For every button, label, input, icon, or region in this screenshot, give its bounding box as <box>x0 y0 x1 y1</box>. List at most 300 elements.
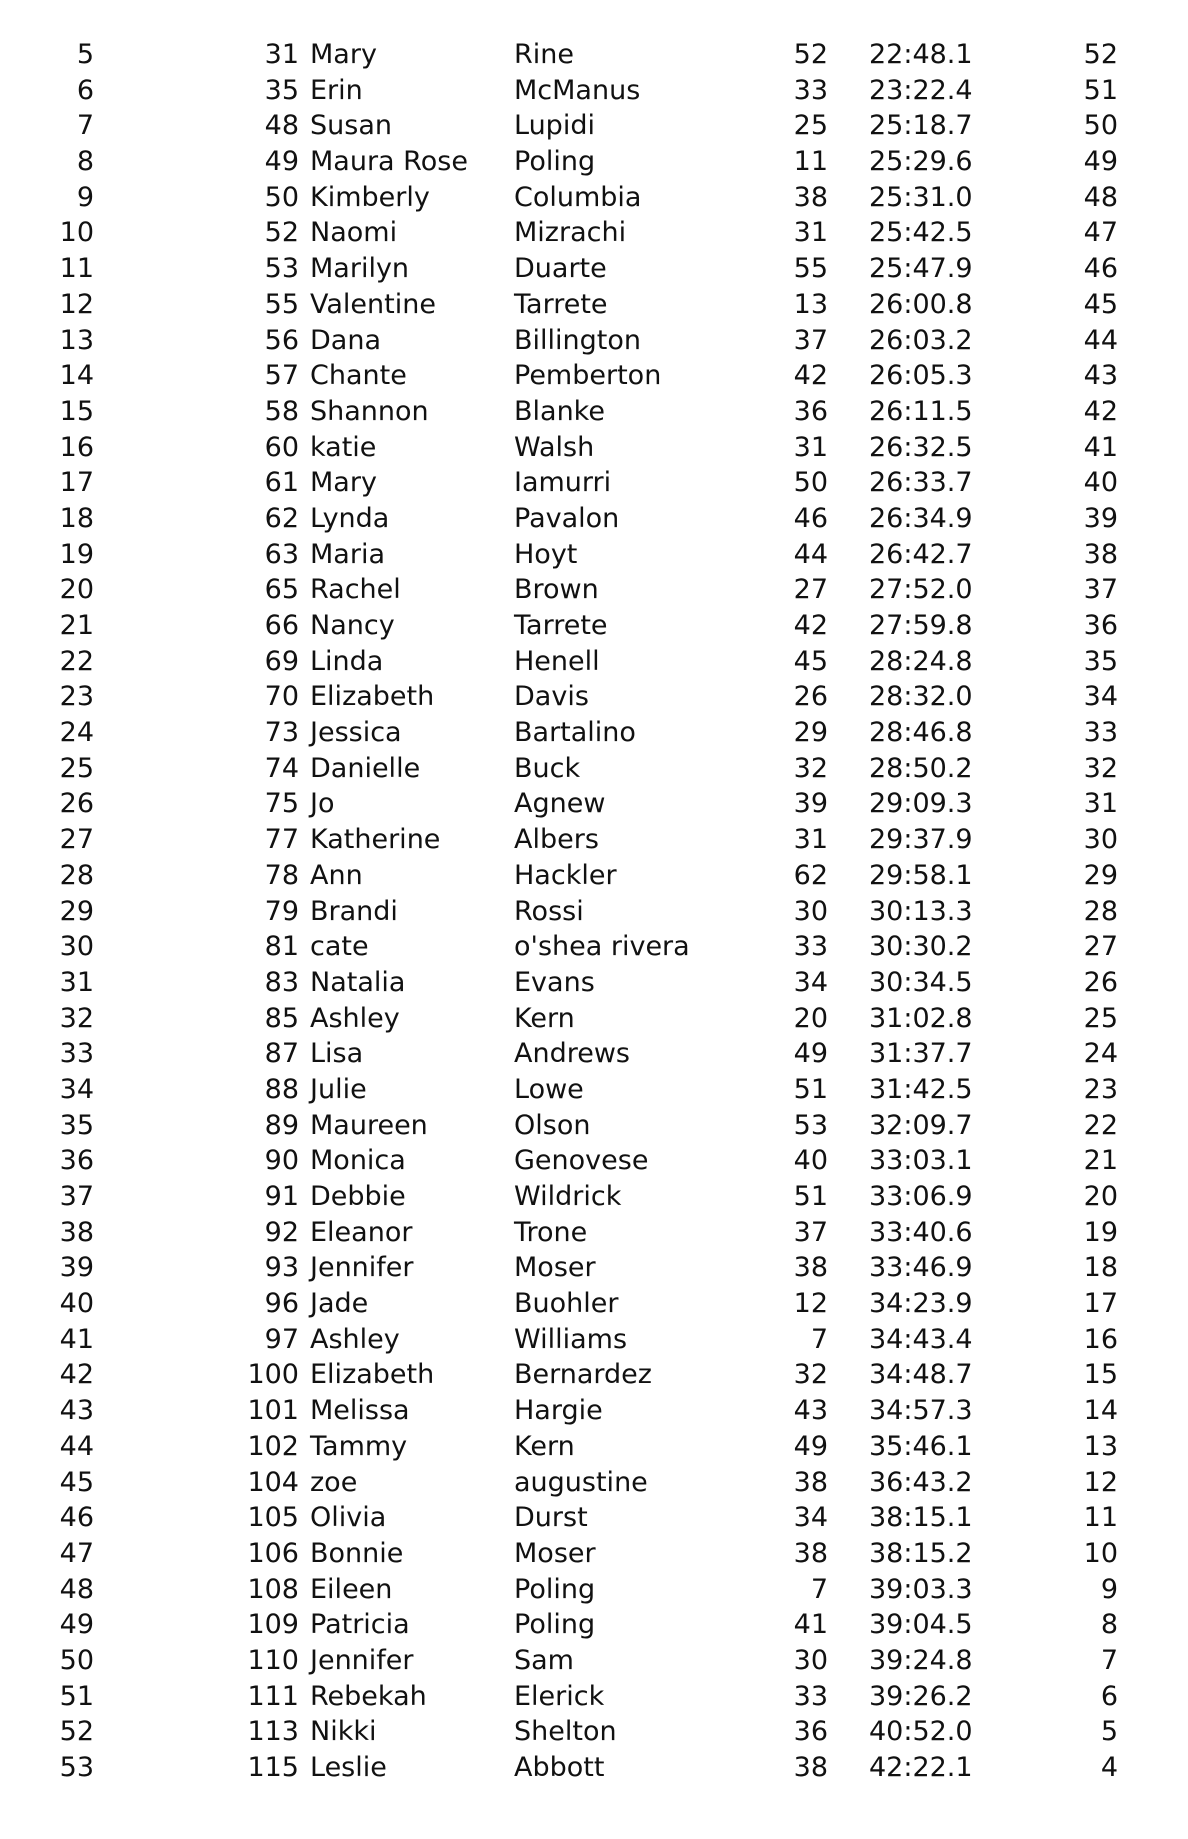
last-name-cell: Williams <box>514 1323 628 1355</box>
points-cell: 28 <box>1083 895 1118 927</box>
last-name-cell: Genovese <box>514 1145 649 1177</box>
place-cell: 44 <box>59 1430 94 1462</box>
first-name-cell: Erin <box>310 74 363 106</box>
place-cell: 51 <box>59 1680 94 1712</box>
place-cell: 45 <box>59 1466 94 1498</box>
last-name-cell: Columbia <box>514 181 642 213</box>
points-cell: 52 <box>1083 39 1118 70</box>
table-row <box>0 180 1188 216</box>
time-cell: 39:26.2 <box>869 1680 973 1712</box>
points-cell: 39 <box>1083 502 1118 534</box>
first-name-cell: Dana <box>310 324 381 356</box>
age-cell: 32 <box>793 1359 828 1391</box>
points-cell: 20 <box>1083 1181 1118 1212</box>
first-name-cell: Monica <box>310 1145 406 1177</box>
last-name-cell: Albers <box>514 824 599 856</box>
time-cell: 28:24.8 <box>869 645 973 677</box>
points-cell: 44 <box>1083 324 1118 356</box>
table-row <box>0 37 1188 73</box>
last-name-cell: Poling <box>514 146 596 178</box>
first-name-cell: Jessica <box>310 717 402 749</box>
bib-cell: 93 <box>264 1252 299 1284</box>
time-cell: 26:33.7 <box>869 467 973 499</box>
points-cell: 38 <box>1083 538 1118 570</box>
points-cell: 6 <box>1100 1680 1118 1712</box>
last-name-cell: Shelton <box>514 1716 617 1748</box>
bib-cell: 62 <box>264 502 299 534</box>
bib-cell: 49 <box>264 146 299 178</box>
place-cell: 21 <box>59 610 94 641</box>
time-cell: 29:09.3 <box>869 788 973 820</box>
bib-cell: 110 <box>247 1644 299 1676</box>
time-cell: 36:43.2 <box>869 1466 973 1498</box>
place-cell: 10 <box>59 217 94 249</box>
table-row <box>0 358 1188 394</box>
bib-cell: 91 <box>264 1181 299 1212</box>
last-name-cell: Blanke <box>514 395 605 427</box>
place-cell: 7 <box>76 110 94 142</box>
table-row <box>0 465 1188 501</box>
points-cell: 34 <box>1083 681 1118 713</box>
time-cell: 25:31.0 <box>869 181 973 213</box>
place-cell: 5 <box>76 39 94 70</box>
age-cell: 25 <box>793 110 828 142</box>
time-cell: 38:15.2 <box>869 1537 973 1569</box>
bib-cell: 108 <box>247 1573 299 1605</box>
bib-cell: 60 <box>264 431 299 463</box>
table-row <box>0 608 1188 644</box>
last-name-cell: Andrews <box>514 1038 630 1070</box>
age-cell: 36 <box>793 1716 828 1748</box>
time-cell: 32:09.7 <box>869 1109 973 1141</box>
last-name-cell: Durst <box>514 1502 588 1534</box>
time-cell: 33:06.9 <box>869 1181 973 1212</box>
points-cell: 13 <box>1083 1430 1118 1462</box>
time-cell: 29:37.9 <box>869 824 973 856</box>
first-name-cell: Chante <box>310 360 407 392</box>
time-cell: 38:15.1 <box>869 1502 973 1534</box>
points-cell: 5 <box>1100 1716 1118 1748</box>
points-cell: 51 <box>1083 74 1118 106</box>
time-cell: 26:34.9 <box>869 502 973 534</box>
table-row <box>0 1500 1188 1536</box>
first-name-cell: Jennifer <box>310 1644 414 1676</box>
time-cell: 26:03.2 <box>869 324 973 356</box>
bib-cell: 75 <box>264 788 299 820</box>
first-name-cell: Elizabeth <box>310 1359 435 1391</box>
place-cell: 23 <box>59 681 94 713</box>
time-cell: 30:30.2 <box>869 931 973 963</box>
last-name-cell: Buohler <box>514 1288 619 1320</box>
points-cell: 46 <box>1083 253 1118 285</box>
time-cell: 22:48.1 <box>869 39 973 70</box>
last-name-cell: Duarte <box>514 253 607 285</box>
last-name-cell: Rine <box>514 39 574 70</box>
last-name-cell: Brown <box>514 574 599 606</box>
table-row <box>0 1750 1188 1786</box>
table-row <box>0 1001 1188 1037</box>
place-cell: 42 <box>59 1359 94 1391</box>
bib-cell: 35 <box>264 74 299 106</box>
results-table <box>0 37 1188 1786</box>
place-cell: 6 <box>76 74 94 106</box>
last-name-cell: Tarrete <box>514 610 608 641</box>
first-name-cell: Danielle <box>310 752 421 784</box>
first-name-cell: Jennifer <box>310 1252 414 1284</box>
first-name-cell: Eileen <box>310 1573 393 1605</box>
bib-cell: 57 <box>264 360 299 392</box>
first-name-cell: Natalia <box>310 966 406 998</box>
place-cell: 13 <box>59 324 94 356</box>
points-cell: 4 <box>1100 1752 1118 1783</box>
table-row <box>0 1036 1188 1072</box>
points-cell: 8 <box>1100 1609 1118 1641</box>
place-cell: 12 <box>59 288 94 320</box>
age-cell: 36 <box>793 395 828 427</box>
time-cell: 25:18.7 <box>869 110 973 142</box>
points-cell: 47 <box>1083 217 1118 249</box>
age-cell: 33 <box>793 1680 828 1712</box>
age-cell: 51 <box>793 1181 828 1212</box>
first-name-cell: Brandi <box>310 895 398 927</box>
last-name-cell: Lupidi <box>514 110 595 142</box>
last-name-cell: Moser <box>514 1252 596 1284</box>
place-cell: 37 <box>59 1181 94 1212</box>
last-name-cell: augustine <box>514 1466 648 1498</box>
first-name-cell: Linda <box>310 645 384 677</box>
first-name-cell: Naomi <box>310 217 398 249</box>
last-name-cell: Bartalino <box>514 717 636 749</box>
points-cell: 17 <box>1083 1288 1118 1320</box>
place-cell: 33 <box>59 1038 94 1070</box>
last-name-cell: Sam <box>514 1644 574 1676</box>
place-cell: 19 <box>59 538 94 570</box>
first-name-cell: Elizabeth <box>310 681 435 713</box>
points-cell: 10 <box>1083 1537 1118 1569</box>
first-name-cell: Olivia <box>310 1502 387 1534</box>
first-name-cell: Ashley <box>310 1323 400 1355</box>
last-name-cell: McManus <box>514 74 641 106</box>
age-cell: 7 <box>810 1323 828 1355</box>
table-row <box>0 1215 1188 1251</box>
points-cell: 27 <box>1083 931 1118 963</box>
place-cell: 52 <box>59 1716 94 1748</box>
bib-cell: 70 <box>264 681 299 713</box>
time-cell: 33:46.9 <box>869 1252 973 1284</box>
last-name-cell: Hargie <box>514 1395 603 1427</box>
time-cell: 31:02.8 <box>869 1002 973 1034</box>
table-row <box>0 1714 1188 1750</box>
last-name-cell: Olson <box>514 1109 591 1141</box>
bib-cell: 61 <box>264 467 299 499</box>
last-name-cell: Wildrick <box>514 1181 622 1212</box>
last-name-cell: Tarrete <box>514 288 608 320</box>
first-name-cell: Jo <box>310 788 335 820</box>
age-cell: 27 <box>793 574 828 606</box>
time-cell: 34:43.4 <box>869 1323 973 1355</box>
age-cell: 43 <box>793 1395 828 1427</box>
bib-cell: 78 <box>264 859 299 891</box>
time-cell: 30:13.3 <box>869 895 973 927</box>
bib-cell: 73 <box>264 717 299 749</box>
time-cell: 27:59.8 <box>869 610 973 641</box>
bib-cell: 56 <box>264 324 299 356</box>
age-cell: 32 <box>793 752 828 784</box>
place-cell: 50 <box>59 1644 94 1676</box>
bib-cell: 101 <box>247 1395 299 1427</box>
place-cell: 32 <box>59 1002 94 1034</box>
table-row <box>0 1429 1188 1465</box>
first-name-cell: Rachel <box>310 574 401 606</box>
age-cell: 37 <box>793 324 828 356</box>
age-cell: 20 <box>793 1002 828 1034</box>
last-name-cell: Davis <box>514 681 589 713</box>
time-cell: 23:22.4 <box>869 74 973 106</box>
time-cell: 26:32.5 <box>869 431 973 463</box>
first-name-cell: Marilyn <box>310 253 410 285</box>
first-name-cell: Rebekah <box>310 1680 427 1712</box>
table-row <box>0 1322 1188 1358</box>
first-name-cell: Julie <box>310 1073 367 1105</box>
points-cell: 21 <box>1083 1145 1118 1177</box>
place-cell: 47 <box>59 1537 94 1569</box>
place-cell: 18 <box>59 502 94 534</box>
time-cell: 39:04.5 <box>869 1609 973 1641</box>
table-row <box>0 1108 1188 1144</box>
bib-cell: 113 <box>247 1716 299 1748</box>
table-row <box>0 108 1188 144</box>
points-cell: 19 <box>1083 1216 1118 1248</box>
bib-cell: 53 <box>264 253 299 285</box>
age-cell: 34 <box>793 966 828 998</box>
last-name-cell: Hackler <box>514 859 617 891</box>
first-name-cell: Lynda <box>310 502 390 534</box>
points-cell: 42 <box>1083 395 1118 427</box>
age-cell: 13 <box>793 288 828 320</box>
table-row <box>0 1072 1188 1108</box>
first-name-cell: Tammy <box>310 1430 408 1462</box>
points-cell: 11 <box>1083 1502 1118 1534</box>
place-cell: 40 <box>59 1288 94 1320</box>
time-cell: 30:34.5 <box>869 966 973 998</box>
points-cell: 45 <box>1083 288 1118 320</box>
first-name-cell: Maria <box>310 538 385 570</box>
last-name-cell: Kern <box>514 1430 575 1462</box>
first-name-cell: Leslie <box>310 1752 387 1783</box>
bib-cell: 58 <box>264 395 299 427</box>
last-name-cell: Moser <box>514 1537 596 1569</box>
table-row <box>0 1679 1188 1715</box>
age-cell: 33 <box>793 74 828 106</box>
bib-cell: 52 <box>264 217 299 249</box>
time-cell: 25:29.6 <box>869 146 973 178</box>
place-cell: 39 <box>59 1252 94 1284</box>
table-row <box>0 287 1188 323</box>
table-row <box>0 786 1188 822</box>
table-row <box>0 1286 1188 1322</box>
bib-cell: 74 <box>264 752 299 784</box>
time-cell: 27:52.0 <box>869 574 973 606</box>
bib-cell: 81 <box>264 931 299 963</box>
first-name-cell: Debbie <box>310 1181 406 1212</box>
last-name-cell: Pemberton <box>514 360 662 392</box>
first-name-cell: zoe <box>310 1466 358 1498</box>
place-cell: 26 <box>59 788 94 820</box>
bib-cell: 97 <box>264 1323 299 1355</box>
table-row <box>0 144 1188 180</box>
table-row <box>0 715 1188 751</box>
place-cell: 14 <box>59 360 94 392</box>
table-row <box>0 1465 1188 1501</box>
table-row <box>0 537 1188 573</box>
age-cell: 51 <box>793 1073 828 1105</box>
time-cell: 33:40.6 <box>869 1216 973 1248</box>
age-cell: 31 <box>793 431 828 463</box>
first-name-cell: Bonnie <box>310 1537 404 1569</box>
points-cell: 18 <box>1083 1252 1118 1284</box>
points-cell: 26 <box>1083 966 1118 998</box>
points-cell: 25 <box>1083 1002 1118 1034</box>
time-cell: 34:23.9 <box>869 1288 973 1320</box>
place-cell: 53 <box>59 1752 94 1783</box>
age-cell: 7 <box>810 1573 828 1605</box>
bib-cell: 50 <box>264 181 299 213</box>
last-name-cell: Hoyt <box>514 538 578 570</box>
age-cell: 38 <box>793 1252 828 1284</box>
bib-cell: 96 <box>264 1288 299 1320</box>
points-cell: 49 <box>1083 146 1118 178</box>
time-cell: 26:42.7 <box>869 538 973 570</box>
bib-cell: 87 <box>264 1038 299 1070</box>
place-cell: 17 <box>59 467 94 499</box>
age-cell: 44 <box>793 538 828 570</box>
table-row <box>0 858 1188 894</box>
age-cell: 30 <box>793 1644 828 1676</box>
points-cell: 23 <box>1083 1073 1118 1105</box>
age-cell: 42 <box>793 360 828 392</box>
last-name-cell: Elerick <box>514 1680 605 1712</box>
time-cell: 40:52.0 <box>869 1716 973 1748</box>
first-name-cell: cate <box>310 931 369 963</box>
last-name-cell: Poling <box>514 1573 596 1605</box>
time-cell: 25:47.9 <box>869 253 973 285</box>
bib-cell: 48 <box>264 110 299 142</box>
points-cell: 7 <box>1100 1644 1118 1676</box>
bib-cell: 100 <box>247 1359 299 1391</box>
time-cell: 31:42.5 <box>869 1073 973 1105</box>
first-name-cell: Eleanor <box>310 1216 413 1248</box>
bib-cell: 55 <box>264 288 299 320</box>
time-cell: 39:24.8 <box>869 1644 973 1676</box>
table-row <box>0 323 1188 359</box>
age-cell: 38 <box>793 1752 828 1783</box>
time-cell: 26:05.3 <box>869 360 973 392</box>
time-cell: 34:57.3 <box>869 1395 973 1427</box>
table-row <box>0 1393 1188 1429</box>
place-cell: 20 <box>59 574 94 606</box>
points-cell: 22 <box>1083 1109 1118 1141</box>
age-cell: 49 <box>793 1038 828 1070</box>
points-cell: 35 <box>1083 645 1118 677</box>
bib-cell: 105 <box>247 1502 299 1534</box>
time-cell: 28:32.0 <box>869 681 973 713</box>
time-cell: 34:48.7 <box>869 1359 973 1391</box>
age-cell: 38 <box>793 181 828 213</box>
points-cell: 9 <box>1100 1573 1118 1605</box>
place-cell: 9 <box>76 181 94 213</box>
table-row <box>0 73 1188 109</box>
first-name-cell: Susan <box>310 110 392 142</box>
points-cell: 37 <box>1083 574 1118 606</box>
table-row <box>0 251 1188 287</box>
table-row <box>0 215 1188 251</box>
last-name-cell: o'shea rivera <box>514 931 690 963</box>
bib-cell: 63 <box>264 538 299 570</box>
age-cell: 53 <box>793 1109 828 1141</box>
bib-cell: 106 <box>247 1537 299 1569</box>
points-cell: 40 <box>1083 467 1118 499</box>
time-cell: 25:42.5 <box>869 217 973 249</box>
points-cell: 30 <box>1083 824 1118 856</box>
last-name-cell: Trone <box>514 1216 588 1248</box>
age-cell: 12 <box>793 1288 828 1320</box>
first-name-cell: Maura Rose <box>310 146 468 178</box>
bib-cell: 102 <box>247 1430 299 1462</box>
age-cell: 38 <box>793 1466 828 1498</box>
table-row <box>0 1357 1188 1393</box>
bib-cell: 109 <box>247 1609 299 1641</box>
first-name-cell: Nikki <box>310 1716 377 1748</box>
place-cell: 25 <box>59 752 94 784</box>
age-cell: 30 <box>793 895 828 927</box>
place-cell: 8 <box>76 146 94 178</box>
age-cell: 55 <box>793 253 828 285</box>
table-row <box>0 751 1188 787</box>
bib-cell: 88 <box>264 1073 299 1105</box>
first-name-cell: Valentine <box>310 288 436 320</box>
first-name-cell: Ann <box>310 859 363 891</box>
place-cell: 28 <box>59 859 94 891</box>
age-cell: 29 <box>793 717 828 749</box>
age-cell: 62 <box>793 859 828 891</box>
time-cell: 31:37.7 <box>869 1038 973 1070</box>
age-cell: 31 <box>793 824 828 856</box>
time-cell: 39:03.3 <box>869 1573 973 1605</box>
points-cell: 33 <box>1083 717 1118 749</box>
place-cell: 35 <box>59 1109 94 1141</box>
place-cell: 15 <box>59 395 94 427</box>
points-cell: 16 <box>1083 1323 1118 1355</box>
table-row <box>0 894 1188 930</box>
age-cell: 11 <box>793 146 828 178</box>
table-row <box>0 679 1188 715</box>
table-row <box>0 929 1188 965</box>
points-cell: 29 <box>1083 859 1118 891</box>
first-name-cell: Melissa <box>310 1395 410 1427</box>
place-cell: 22 <box>59 645 94 677</box>
points-cell: 36 <box>1083 610 1118 641</box>
time-cell: 33:03.1 <box>869 1145 973 1177</box>
first-name-cell: Ashley <box>310 1002 400 1034</box>
time-cell: 28:46.8 <box>869 717 973 749</box>
table-row <box>0 1607 1188 1643</box>
first-name-cell: Nancy <box>310 610 395 641</box>
table-row <box>0 1572 1188 1608</box>
bib-cell: 104 <box>247 1466 299 1498</box>
age-cell: 26 <box>793 681 828 713</box>
points-cell: 32 <box>1083 752 1118 784</box>
last-name-cell: Billington <box>514 324 641 356</box>
